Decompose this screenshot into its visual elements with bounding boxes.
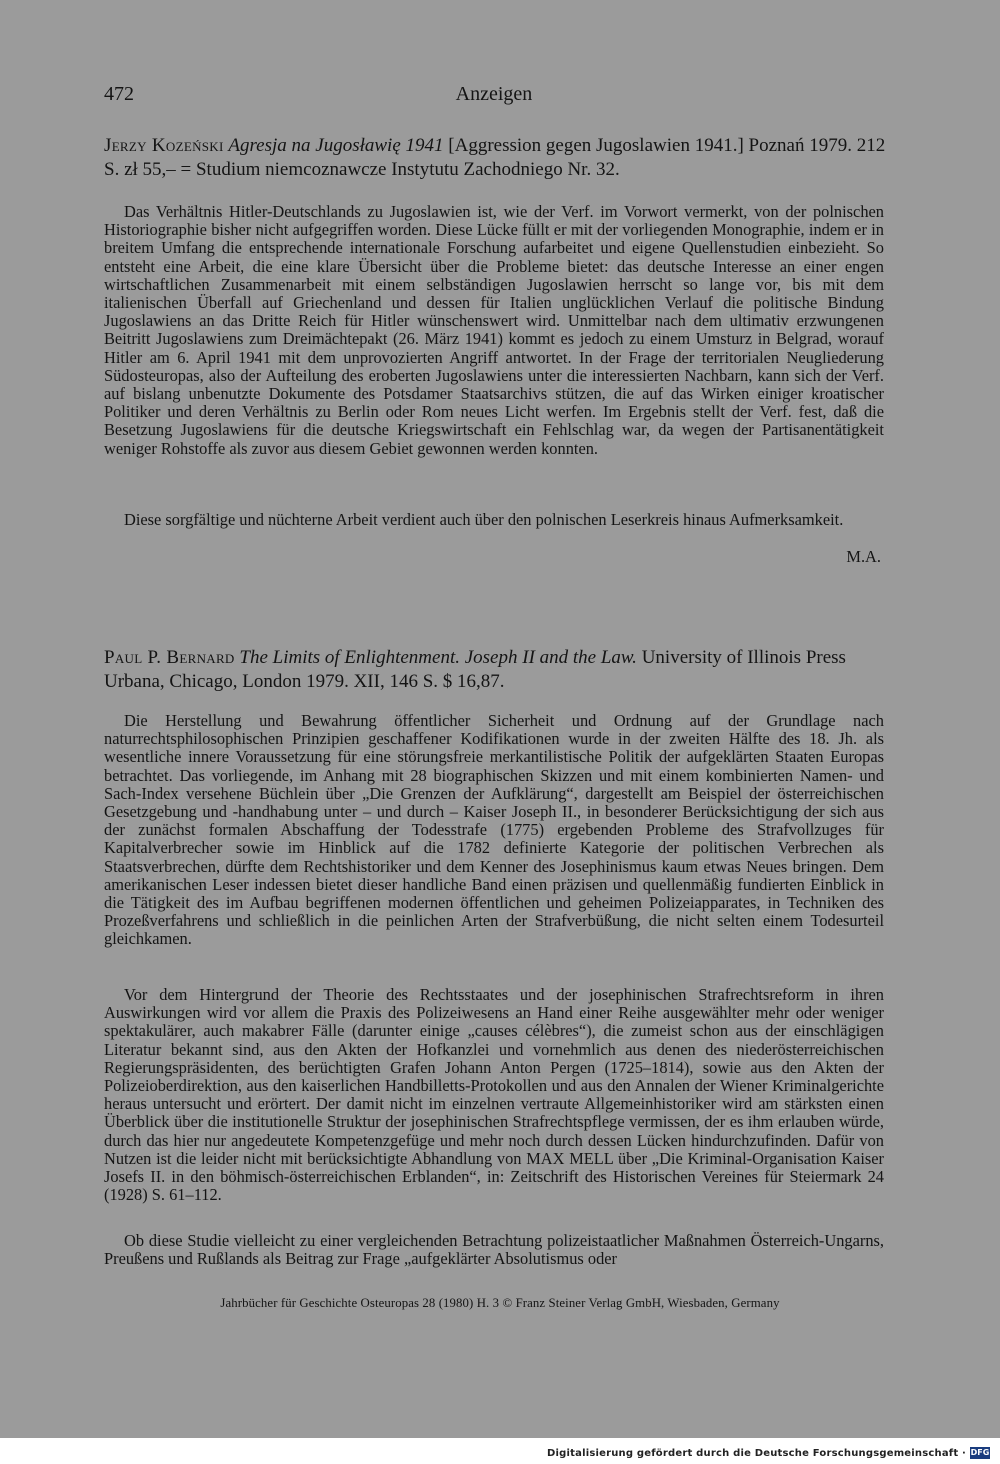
dfg-logo-icon: DFG (970, 1448, 990, 1457)
review1-author: Jerzy Kozeński (104, 135, 224, 156)
review2-title: The Limits of Enlightenment. Joseph II and the Law. (239, 647, 637, 668)
page-number: 472 (104, 83, 134, 105)
review1-title: Agresja na Jugosławię 1941 (228, 135, 444, 156)
review1-citation (104, 134, 889, 182)
review2-paragraph-2: Vor dem Hintergrund der Theorie des Rechtsstaates und der josephinischen Strafrechtsreform in ihren Auswirkungen wird vor allem die Praxis des Polizeiwesens an Hand einer Reihe ausgewählter mehr oder weniger spektakulärer, auch makabrer Fälle (darunter einige „causes célèbres“), die zumeist schon aus der einschlägigen Literatur bekannt sind, aus den Akten der Hofkanzlei und vornehmlich aus denen des niederösterreichischen Regierungspräsidenten, des berüchtigten Grafen Johann Anton Pergen (1725–1814), sowie aus den Akten der Polizeioberdirektion, aus den kaiserlichen Handbilletts-Protokollen und aus den Annalen der Wiener Kriminalgerichte heraus untersucht und erörtert. Der damit nicht im einzelnen vertraute Allgemeinhistoriker wird am stärksten einen Überblick über die institutionelle Struktur der josephinischen Strafrechtspflege vermissen, der es ihm erlauben würde, durch das hier nur angedeutete Kompetenzgefüge und mehr noch durch dessen Lücken hindurchzufinden. Dafür von Nutzen ist die leider nicht mit berücksichtigte Abhandlung von MAX MELL über „Die Kriminal-Organisation Kaiser Josefs II. in den böhmisch-österreichischen Erblanden“, in: Zeitschrift des Historischen Vereines für Steiermark 24 (1928) S. 61–112. (104, 985, 884, 1205)
review2-author: Paul P. Bernard (104, 647, 235, 668)
journal-footer: Jahrbücher für Geschichte Osteuropas 28 (1980) H. 3 © Franz Steiner Verlag GmbH, Wiesbaden, Germany (220, 1296, 780, 1310)
digitization-credit: Digitalisierung gefördert durch die Deutsche Forschungsgemeinschaft · (547, 1448, 966, 1459)
review2-paragraph-1: Die Herstellung und Bewahrung öffentlicher Sicherheit und Ordnung auf der Grundlage nach naturrechtsphilosophischen Prinzipien geschaffener Kodifikationen wurde in der zweiten Hälfte des 18. Jh. als wesentliche innere Voraussetzung für eine störungsfreie merkantilistische Politik der aufgeklärten Staaten Europas betrachtet. Das vorliegende, im Anhang mit 28 biographischen Skizzen und mit einem kombinierten Namen- und Sach-Index versehene Büchlein über „Die Grenzen der Aufklärung“, dargestellt am Beispiel der österreichischen Gesetzgebung und -handhabung unter – und durch – Kaiser Joseph II., in besonderer Berücksichtigung der sich aus der zunächst formalen Abschaffung der Todesstrafe (1775) ergebenden Probleme des Strafvollzuges für Kapitalverbrecher sowie im Hinblick auf die 1782 definierte Kategorie der politischen Verbrechen als Staatsverbrechen, dürfte dem Rechtshistoriker und dem Kenner des Josephinismus kaum etwas Neues bringen. Dem amerikanischen Leser indessen bietet dieser handliche Band einen präzisen und quellenmäßig fundierten Einblick in die Tätigkeit des im Aufbau begriffenen modernen öffentlichen und geheimen Polizeiapparates, in Techniken des Prozeßverfahrens und schließlich in die peinlichen Arten der Strafverbüßung, die nicht selten einem Todesurteil gleichkamen. (104, 711, 884, 949)
review2-details: University of Illinois Press Urbana, Chicago, London 1979. XII, 146 S. $ 16,87. (104, 647, 846, 692)
review1-signature: M.A. (846, 547, 881, 566)
page-header (104, 83, 884, 113)
review2-paragraph-3: Ob diese Studie vielleicht zu einer vergleichenden Betrachtung polizeistaatlicher Maßnahmen Österreich-Ungarns, Preußens und Rußlands als Beitrag zur Frage „aufgeklärter Absolutismus oder (104, 1231, 884, 1269)
running-head: Anzeigen (455, 83, 533, 105)
review1-details: [Aggression gegen Jugoslawien 1941.] Poznań 1979. 212 S. zł 55,– = Studium niemcoznawcze Instytutu Zachodniego Nr. 32. (104, 135, 886, 180)
review1-paragraph-2: Diese sorgfältige und nüchterne Arbeit verdient auch über den polnischen Leserkreis hinaus Aufmerksamkeit. (124, 510, 844, 529)
review1-paragraph-1: Das Verhältnis Hitler-Deutschlands zu Jugoslawien ist, wie der Verf. im Vorwort vermerkt, von der polnischen Historiographie bisher nicht aufgegriffen worden. Diese Lücke füllt er mit der vorliegenden Monographie, indem er in breitem Umfang die entsprechende internationale Forschung aufarbeitet und eigene Quellenstudien einbezieht. So entsteht eine Arbeit, die eine klare Übersicht über die Probleme bietet: das deutsche Interesse an einer engen wirtschaftlichen Zusammenarbeit mit einem selbständigen Jugoslawien herrscht so lange vor, bis mit dem italienischen Überfall auf Griechenland und dessen für Italien unglücklichen Verlauf die politische Bindung Jugoslawiens an das Dritte Reich für Hitler wünschenswert wird. Unmittelbar nach dem ultimativ erzwungenen Beitritt Jugoslawiens zum Dreimächtepakt (26. März 1941) kommt es jedoch zu einem Umsturz in Belgrad, worauf Hitler am 6. April 1941 mit dem unprovozierten Angriff antwortet. In der Frage der territorialen Neugliederung Südosteuropas, also der Aufteilung des eroberten Jugoslawiens unter die interessierten Nachbarn, kann sich der Verf. auf bislang unbenutzte Dokumente des Potsdamer Staatsarchivs stützen, die auf das Wirken einiger kroatischer Politiker und deren Verhältnis zu Berlin oder Rom neues Licht werfen. Im Ergebnis stellt der Verf. fest, daß die Besetzung Jugoslawiens für die deutsche Kriegswirtschaft ein Fehlschlag war, da wegen der Partisanentätigkeit weniger Rohstoffe als zuvor aus diesem Gebiet gewonnen werden konnten. (104, 202, 884, 458)
review2-citation (104, 646, 889, 694)
digitization-bar (0, 1438, 1000, 1464)
